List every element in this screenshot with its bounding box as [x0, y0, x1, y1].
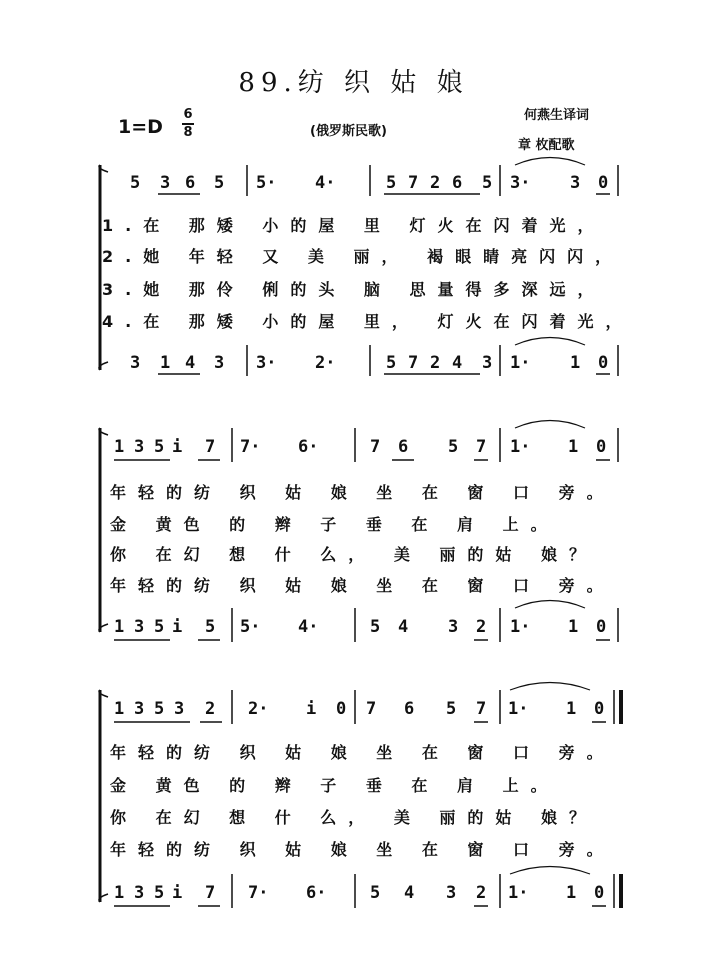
note: 6· — [298, 437, 319, 457]
note: 2 — [430, 173, 441, 193]
note: 3 — [446, 883, 457, 903]
lyric-line: 金 黄色 的 辫 子 垂 在 肩 上。 — [110, 515, 559, 534]
note: 1 — [160, 353, 171, 373]
system-3-barlines — [232, 690, 500, 908]
note: 1· — [510, 353, 531, 373]
note: 2 — [476, 883, 487, 903]
system-3-tie-top — [510, 683, 590, 691]
note: i — [172, 617, 183, 637]
note: 6 — [404, 699, 415, 719]
note: 5 — [154, 699, 165, 719]
note: 7 — [476, 437, 487, 457]
note: 4 — [404, 883, 415, 903]
note: 5 — [154, 617, 165, 637]
note: 6 — [452, 173, 463, 193]
note: 3· — [510, 173, 531, 193]
note: 7 — [205, 437, 216, 457]
note: 1 — [566, 883, 577, 903]
system-3-final-barlines — [614, 690, 621, 908]
note: 0 — [594, 699, 605, 719]
note: 7 — [205, 883, 216, 903]
note: 7 — [366, 699, 377, 719]
note: 6 — [398, 437, 409, 457]
system-1-barlines — [247, 165, 618, 376]
note: 1 — [568, 617, 579, 637]
note: 2· — [248, 699, 269, 719]
note: 1 — [114, 699, 125, 719]
note: 5 — [446, 699, 457, 719]
note: 7· — [240, 437, 261, 457]
note: 5 — [370, 617, 381, 637]
note: 5 — [130, 173, 141, 193]
note: 3 — [134, 699, 145, 719]
note: 1 — [566, 699, 577, 719]
key-signature: 1=D — [118, 116, 163, 138]
note: 3· — [256, 353, 277, 373]
note: 7· — [248, 883, 269, 903]
system-1-tie-top — [515, 158, 585, 166]
note: 3 — [134, 437, 145, 457]
note: 7 — [408, 353, 419, 373]
note: 1· — [508, 699, 529, 719]
note: 5 — [482, 173, 493, 193]
note: 2 — [430, 353, 441, 373]
note: 0 — [594, 883, 605, 903]
lyric-line: 4.在 那矮 小的屋 里， 灯火在闪着光， — [102, 312, 634, 331]
note: 3 — [134, 617, 145, 637]
song-title: 89.纺 织 姑 娘 — [238, 68, 469, 98]
note: i — [172, 437, 183, 457]
note: 5 — [386, 173, 397, 193]
note: 5 — [154, 883, 165, 903]
lyric-line: 你 在幻 想 什 么， 美 丽的姑 娘？ — [110, 808, 597, 827]
lyric-line: 你 在幻 想 什 么， 美 丽的姑 娘？ — [110, 545, 597, 564]
lyric-line: 年轻的纺 织 姑 娘 坐 在 窗 口 旁。 — [110, 576, 615, 595]
note: 7 — [476, 699, 487, 719]
lyric-line: 2.她 年轻 又 美 丽， 褐眼睛亮闪闪， — [102, 247, 624, 266]
arranger-credit: 章 枚配歌 — [518, 138, 575, 153]
note: 4 — [452, 353, 463, 373]
note: 2 — [476, 617, 487, 637]
note: 3 — [214, 353, 225, 373]
note: 3 — [134, 883, 145, 903]
note: i — [172, 883, 183, 903]
note: 5· — [256, 173, 277, 193]
system-3-tie-bottom — [510, 867, 590, 875]
note: 5 — [205, 617, 216, 637]
note: 0 — [598, 353, 609, 373]
system-2-tie-bottom — [515, 601, 585, 609]
note: 5 — [386, 353, 397, 373]
system-2-tie-top — [515, 421, 585, 429]
note: 4 — [398, 617, 409, 637]
note: 5 — [448, 437, 459, 457]
song-origin: (俄罗斯民歌) — [310, 124, 387, 139]
note: 4· — [315, 173, 336, 193]
lyric-line: 1.在 那矮 小的屋 里 灯火在闪着光， — [102, 216, 606, 235]
note: 6· — [306, 883, 327, 903]
system-3-notes — [114, 699, 604, 903]
lyric-line: 年轻的纺 织 姑 娘 坐 在 窗 口 旁。 — [110, 743, 615, 762]
note: 1 — [114, 617, 125, 637]
system-1-tie-bottom — [515, 338, 585, 346]
note: 3 — [448, 617, 459, 637]
note: 2· — [315, 353, 336, 373]
time-signature-bottom: 8 — [183, 125, 193, 140]
note: 1 — [570, 353, 581, 373]
note: 1 — [114, 437, 125, 457]
note: i — [306, 699, 317, 719]
system-2-barlines — [232, 428, 618, 642]
note: 1 — [568, 437, 579, 457]
note: 1· — [508, 883, 529, 903]
note: 0 — [598, 173, 609, 193]
note: 5 — [154, 437, 165, 457]
note: 3 — [130, 353, 141, 373]
note: 7 — [408, 173, 419, 193]
note: 5 — [370, 883, 381, 903]
note: 0 — [596, 437, 607, 457]
note: 3 — [174, 699, 185, 719]
note: 7 — [370, 437, 381, 457]
note: 3 — [570, 173, 581, 193]
system-1-notes — [130, 173, 608, 373]
note: 1· — [510, 437, 531, 457]
note: 5· — [240, 617, 261, 637]
lyric-line: 年轻的纺 织 姑 娘 坐 在 窗 口 旁。 — [110, 840, 615, 859]
lyricist-credit: 何燕生译词 — [524, 108, 590, 123]
note: 4· — [298, 617, 319, 637]
note: 3 — [482, 353, 493, 373]
note: 6 — [185, 173, 196, 193]
lyric-line: 金 黄色 的 辫 子 垂 在 肩 上。 — [110, 776, 559, 795]
note: 1· — [510, 617, 531, 637]
note: 5 — [214, 173, 225, 193]
note: 3 — [160, 173, 171, 193]
note: 0 — [596, 617, 607, 637]
note: 1 — [114, 883, 125, 903]
system-2-notes — [114, 437, 606, 637]
time-signature-top: 6 — [183, 107, 193, 122]
note: 4 — [185, 353, 196, 373]
lyric-line: 3.她 那伶 俐的头 脑 思量得多深远， — [102, 280, 606, 299]
lyric-line: 年轻的纺 织 姑 娘 坐 在 窗 口 旁。 — [110, 483, 615, 502]
note: 0 — [336, 699, 347, 719]
note: 2 — [205, 699, 216, 719]
